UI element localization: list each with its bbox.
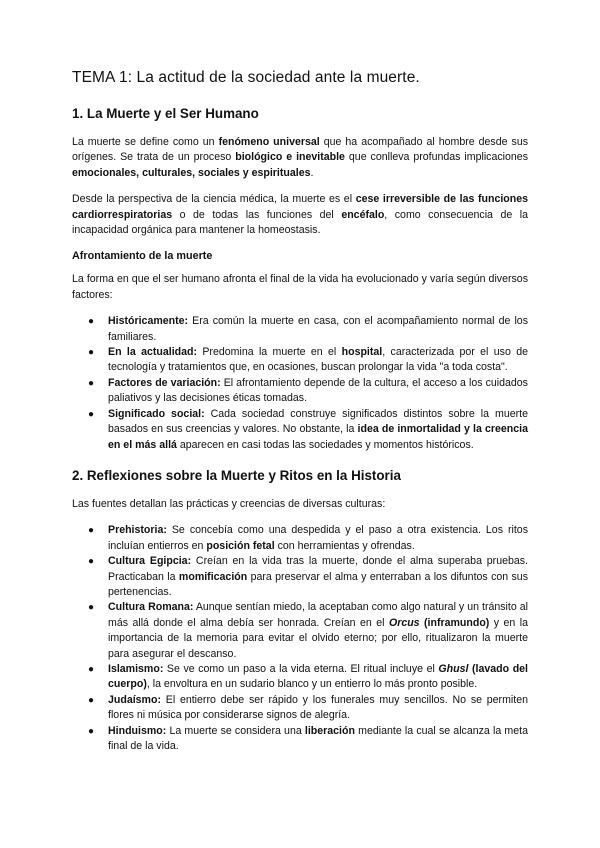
bullet-icon: ● <box>88 694 95 706</box>
document-page <box>72 68 528 768</box>
list-item: ● Islamismo: Se ve como un paso a la vida eterna. El ritual incluye el Ghusl (lavado del cuerpo), la envoltura en un sudario blanco y un entierro lo más pronto posible. <box>88 662 529 691</box>
list-item: ● Cultura Romana: Aunque sentían miedo, la aceptaban como algo natural y un tránsito al más allá donde el alma debía ser honrada. Creían en el Orcus (inframundo) y en la importancia de la memoria para evitar el olvido eterno; por ello, ritualizaron la muerte para asegurar el descanso. <box>88 601 529 660</box>
list-item: ● Judaísmo: El entierro debe ser rápido y los funerales muy sencillos. No se permiten flores ni música por considerarse signos de alegría. <box>88 693 528 722</box>
bullet-icon: ● <box>88 725 95 737</box>
bullet-icon: ● <box>88 347 95 359</box>
section-2-heading: 2. Reflexiones sobre la Muerte y Ritos en la Historia <box>72 467 401 483</box>
bullet-icon: ● <box>88 377 95 389</box>
list-item: ● Prehistoria: Se concebía como una despedida y el paso a otra existencia. Los ritos incluían entierros en posición fetal con herramientas y ofrendas. <box>88 524 528 552</box>
list-item: ● Cultura Egipcia: Creían en la vida tras la muerte, donde el alma superaba pruebas. Practicaban la momificación para preservar el alma y enterraban a los difuntos con sus pertenencias. <box>88 555 529 598</box>
list-item: ● Históricamente: Era común la muerte en casa, con el acompañamiento normal de los familiares. <box>88 315 528 343</box>
document-title: TEMA 1: La actitud de la sociedad ante la muerte. <box>72 69 420 86</box>
bullet-icon: ● <box>88 408 95 420</box>
bullet-icon: ● <box>88 316 95 328</box>
bullet-icon: ● <box>88 556 95 568</box>
list-item: ● Significado social: Cada sociedad construye significados distintos sobre la muerte basados en sus creencias y valores. No obstante, la idea de inmortalidad y la creencia en el más allá aparecen en casi todas las sociedades y momentos históricos. <box>88 407 528 451</box>
bullet-icon: ● <box>88 525 95 537</box>
section-2-intro: Las fuentes detallan las prácticas y creencias de diversas culturas: <box>72 497 386 510</box>
list-item: ● Factores de variación: El afrontamiento depende de la cultura, el acceso a los cuidados paliativos y las decisiones éticas tomadas. <box>88 376 528 405</box>
list-item: ● En la actualidad: Predomina la muerte en el hospital, caracterizada por el uso de tecnología y tratamientos que, en ocasiones, buscan prolongar la vida "a toda costa". <box>88 346 528 374</box>
section-1-paragraph-2: Desde la perspectiva de la ciencia médica, la muerte es el cese irreversible de las funciones cardiorrespiratorias o de todas las funciones del encéfalo, como consecuencia de la incapacidad orgánica para mantener la homeostasis. <box>72 193 529 237</box>
afrontamiento-list <box>72 314 528 453</box>
afrontamiento-subheading: Afrontamiento de la muerte <box>72 250 213 263</box>
bullet-icon: ● <box>88 663 95 675</box>
bullet-icon: ● <box>88 602 95 614</box>
section-1-heading: 1. La Muerte y el Ser Humano <box>72 106 259 121</box>
section-1-paragraph-3: La forma en que el ser humano afronta el final de la vida ha evolucionado y varía según diversos factores: <box>72 273 528 301</box>
section-1-paragraph-1: La muerte se define como un fenómeno universal que ha acompañado al hombre desde sus orígenes. Se trata de un proceso biológico e inevitable que conlleva profundas implicaciones emocionales, culturales, sociales y espirituales. <box>72 136 529 179</box>
list-item: ● Hinduismo: La muerte se considera una liberación mediante la cual se alcanza la meta final de la vida. <box>88 724 528 752</box>
rites-list <box>72 523 528 754</box>
